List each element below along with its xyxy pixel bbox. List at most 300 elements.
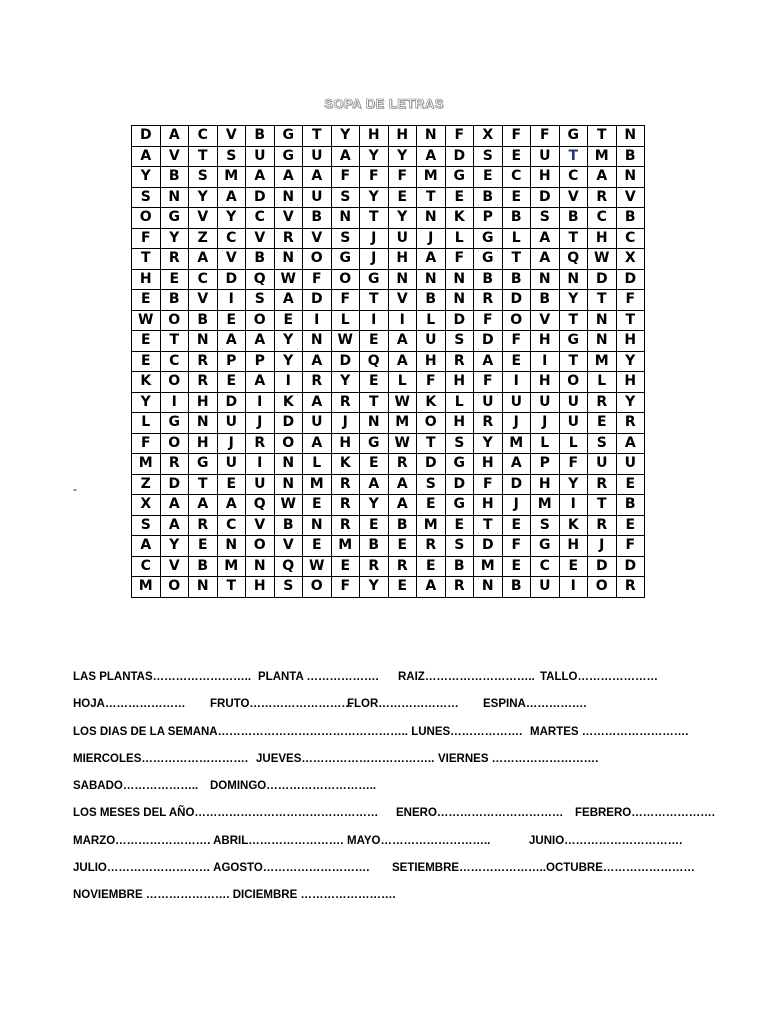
grid-cell: U xyxy=(246,474,275,495)
grid-cell: E xyxy=(417,556,446,577)
grid-cell: A xyxy=(132,536,161,557)
grid-row xyxy=(132,249,645,270)
grid-cell: B xyxy=(474,269,503,290)
grid-cell: M xyxy=(474,556,503,577)
grid-cell: E xyxy=(502,556,531,577)
grid-cell: M xyxy=(588,146,617,167)
grid-cell: L xyxy=(331,310,360,331)
grid-cell: G xyxy=(559,126,588,147)
grid-cell: U xyxy=(616,454,645,475)
grid-cell: N xyxy=(616,126,645,147)
grid-cell: D xyxy=(160,474,189,495)
grid-cell: D xyxy=(445,310,474,331)
grid-cell: K xyxy=(445,208,474,229)
grid-cell: V xyxy=(189,290,218,311)
grid-cell: S xyxy=(331,228,360,249)
grid-cell: G xyxy=(474,228,503,249)
grid-cell: A xyxy=(388,331,417,352)
grid-cell: I xyxy=(274,372,303,393)
grid-cell: N xyxy=(445,269,474,290)
grid-cell: D xyxy=(588,556,617,577)
grid-cell: Y xyxy=(360,187,389,208)
grid-cell: F xyxy=(132,228,161,249)
grid-cell: F xyxy=(445,126,474,147)
grid-cell: I xyxy=(246,392,275,413)
grid-cell: P xyxy=(474,208,503,229)
grid-cell: B xyxy=(274,515,303,536)
grid-cell: M xyxy=(502,433,531,454)
grid-cell: R xyxy=(189,351,218,372)
grid-cell: V xyxy=(616,187,645,208)
grid-cell: Y xyxy=(474,433,503,454)
grid-cell: R xyxy=(474,290,503,311)
grid-cell: A xyxy=(189,249,218,270)
grid-row xyxy=(132,556,645,577)
grid-cell: C xyxy=(189,126,218,147)
grid-cell: V xyxy=(160,556,189,577)
grid-cell: W xyxy=(588,249,617,270)
grid-cell: T xyxy=(189,146,218,167)
grid-cell: D xyxy=(616,269,645,290)
grid-cell: E xyxy=(588,413,617,434)
vocab-item: JUNIO…………………………. xyxy=(529,834,683,847)
grid-cell: M xyxy=(217,556,246,577)
grid-cell: F xyxy=(331,290,360,311)
grid-cell: A xyxy=(417,249,446,270)
grid-cell: I xyxy=(559,495,588,516)
grid-cell: A xyxy=(303,351,332,372)
grid-cell: W xyxy=(388,433,417,454)
vocab-item: TALLO………………… xyxy=(540,671,658,683)
grid-cell: B xyxy=(502,208,531,229)
grid-row xyxy=(132,126,645,147)
grid-cell: I xyxy=(303,310,332,331)
grid-cell: J xyxy=(331,413,360,434)
grid-cell: R xyxy=(588,515,617,536)
grid-cell: D xyxy=(217,392,246,413)
grid-cell: B xyxy=(502,269,531,290)
grid-cell: F xyxy=(474,474,503,495)
grid-cell: T xyxy=(189,474,218,495)
grid-cell: E xyxy=(360,372,389,393)
grid-cell: L xyxy=(588,372,617,393)
grid-cell: N xyxy=(189,577,218,598)
grid-cell: N xyxy=(331,208,360,229)
grid-cell: Q xyxy=(274,556,303,577)
grid-cell: S xyxy=(588,433,617,454)
vocab-line-meses xyxy=(73,807,753,834)
grid-cell: Y xyxy=(388,208,417,229)
grid-cell: A xyxy=(388,495,417,516)
grid-cell: Y xyxy=(559,474,588,495)
grid-cell: E xyxy=(616,515,645,536)
grid-cell: U xyxy=(303,413,332,434)
grid-cell: W xyxy=(274,495,303,516)
grid-cell: B xyxy=(616,146,645,167)
grid-cell: T xyxy=(217,577,246,598)
grid-cell: N xyxy=(274,187,303,208)
vocab-item: DOMINGO……………………….. xyxy=(210,780,377,793)
grid-cell: R xyxy=(160,249,189,270)
grid-cell: D xyxy=(445,474,474,495)
grid-cell: M xyxy=(132,577,161,598)
grid-cell: G xyxy=(360,269,389,290)
grid-cell: E xyxy=(417,495,446,516)
grid-cell: B xyxy=(388,515,417,536)
grid-cell: D xyxy=(331,351,360,372)
grid-cell: Q xyxy=(559,249,588,270)
grid-cell: U xyxy=(531,146,560,167)
grid-cell: H xyxy=(246,577,275,598)
grid-row xyxy=(132,208,645,229)
grid-cell: N xyxy=(474,577,503,598)
vocabulary-list xyxy=(73,671,753,917)
grid-cell: N xyxy=(588,310,617,331)
grid-cell: F xyxy=(474,310,503,331)
grid-cell: B xyxy=(160,290,189,311)
grid-cell: G xyxy=(474,249,503,270)
grid-cell: W xyxy=(331,331,360,352)
grid-cell: E xyxy=(360,454,389,475)
grid-cell: N xyxy=(303,515,332,536)
vocab-line-partes xyxy=(73,698,753,725)
grid-cell: O xyxy=(160,310,189,331)
grid-cell: J xyxy=(502,413,531,434)
grid-cell: T xyxy=(160,331,189,352)
grid-cell: H xyxy=(588,228,617,249)
grid-cell: E xyxy=(502,146,531,167)
grid-cell: K xyxy=(559,515,588,536)
grid-cell: S xyxy=(331,187,360,208)
grid-cell: N xyxy=(274,474,303,495)
grid-cell: J xyxy=(360,249,389,270)
grid-cell: M xyxy=(531,495,560,516)
grid-cell: C xyxy=(160,351,189,372)
grid-cell: N xyxy=(531,269,560,290)
grid-cell: V xyxy=(160,146,189,167)
grid-cell: Y xyxy=(331,372,360,393)
grid-cell: T xyxy=(360,290,389,311)
grid-cell: J xyxy=(531,413,560,434)
grid-cell: O xyxy=(502,310,531,331)
grid-cell: G xyxy=(445,454,474,475)
grid-cell: R xyxy=(331,515,360,536)
grid-cell: A xyxy=(160,515,189,536)
grid-cell: S xyxy=(445,331,474,352)
grid-cell: S xyxy=(217,146,246,167)
grid-cell: O xyxy=(160,372,189,393)
grid-cell: T xyxy=(616,310,645,331)
grid-cell: T xyxy=(474,515,503,536)
vocab-item: SABADO……………….. xyxy=(73,780,199,793)
grid-cell: H xyxy=(388,249,417,270)
grid-cell: H xyxy=(531,372,560,393)
grid-cell: O xyxy=(132,208,161,229)
grid-cell: G xyxy=(559,331,588,352)
vocab-line-plantas xyxy=(73,671,753,698)
grid-cell: D xyxy=(246,187,275,208)
grid-cell: J xyxy=(588,536,617,557)
grid-cell: L xyxy=(445,392,474,413)
grid-cell: U xyxy=(531,392,560,413)
grid-cell: T xyxy=(588,495,617,516)
grid-cell: N xyxy=(274,454,303,475)
vocab-item: MARTES ………………………. xyxy=(530,725,689,738)
grid-row xyxy=(132,372,645,393)
grid-cell: D xyxy=(531,187,560,208)
grid-cell: G xyxy=(274,146,303,167)
grid-row xyxy=(132,351,645,372)
grid-cell: N xyxy=(217,536,246,557)
vocab-line-dias-2 xyxy=(73,753,753,780)
grid-cell: F xyxy=(616,536,645,557)
grid-cell: B xyxy=(559,208,588,229)
grid-cell: A xyxy=(217,187,246,208)
grid-cell: F xyxy=(531,126,560,147)
grid-cell: U xyxy=(531,577,560,598)
grid-cell: L xyxy=(531,433,560,454)
grid-cell: R xyxy=(388,454,417,475)
grid-cell: N xyxy=(388,269,417,290)
grid-cell: B xyxy=(246,249,275,270)
grid-cell: H xyxy=(445,372,474,393)
grid-cell: Z xyxy=(189,228,218,249)
grid-cell: J xyxy=(246,413,275,434)
grid-cell: M xyxy=(417,167,446,188)
grid-cell: X xyxy=(474,126,503,147)
grid-cell: F xyxy=(445,249,474,270)
grid-cell: W xyxy=(388,392,417,413)
grid-cell: H xyxy=(189,392,218,413)
grid-cell: Y xyxy=(160,536,189,557)
grid-cell: E xyxy=(360,515,389,536)
grid-cell: I xyxy=(559,577,588,598)
vocab-line-meses-3 xyxy=(73,862,753,889)
grid-cell: T xyxy=(588,290,617,311)
grid-cell: H xyxy=(531,474,560,495)
grid-cell: Z xyxy=(132,474,161,495)
grid-cell: V xyxy=(388,290,417,311)
grid-cell: O xyxy=(274,433,303,454)
grid-cell: J xyxy=(502,495,531,516)
grid-cell: U xyxy=(502,392,531,413)
vocab-line-dias-3 xyxy=(73,780,753,807)
grid-cell: U xyxy=(303,187,332,208)
grid-cell: A xyxy=(616,433,645,454)
page-title: SOPA DE LETRAS xyxy=(324,96,444,111)
grid-cell: H xyxy=(531,331,560,352)
grid-cell: A xyxy=(274,167,303,188)
grid-cell: H xyxy=(474,495,503,516)
grid-cell: Y xyxy=(132,392,161,413)
grid-cell: B xyxy=(303,208,332,229)
grid-cell: A xyxy=(388,351,417,372)
grid-cell: C xyxy=(132,556,161,577)
grid-cell: C xyxy=(502,167,531,188)
grid-cell: W xyxy=(274,269,303,290)
grid-cell: V xyxy=(246,515,275,536)
grid-cell: Q xyxy=(360,351,389,372)
vocab-item: NOVIEMBRE …………………. DICIEMBRE ……………………. xyxy=(73,889,396,902)
grid-cell: M xyxy=(417,515,446,536)
grid-cell: L xyxy=(445,228,474,249)
grid-cell: A xyxy=(388,474,417,495)
grid-cell: I xyxy=(388,310,417,331)
grid-cell: E xyxy=(303,495,332,516)
grid-cell: R xyxy=(388,556,417,577)
grid-cell: D xyxy=(417,454,446,475)
grid-cell: D xyxy=(217,269,246,290)
grid-cell: S xyxy=(531,208,560,229)
grid-cell: G xyxy=(160,208,189,229)
grid-cell: V xyxy=(531,310,560,331)
grid-cell: I xyxy=(531,351,560,372)
grid-cell: S xyxy=(132,187,161,208)
grid-cell: S xyxy=(246,290,275,311)
grid-cell: N xyxy=(417,208,446,229)
grid-cell: H xyxy=(616,372,645,393)
vocab-item: FRUTO……………………… xyxy=(210,698,353,711)
grid-cell: V xyxy=(217,249,246,270)
vocab-item: VIERNES ………………………. xyxy=(438,752,599,765)
side-mark: - xyxy=(73,482,77,496)
grid-row xyxy=(132,413,645,434)
grid-cell: H xyxy=(445,413,474,434)
grid-cell: D xyxy=(502,290,531,311)
grid-cell: F xyxy=(417,372,446,393)
grid-cell: A xyxy=(132,146,161,167)
grid-cell: R xyxy=(588,187,617,208)
grid-cell: U xyxy=(303,146,332,167)
grid-cell: S xyxy=(531,515,560,536)
grid-cell: G xyxy=(531,536,560,557)
vocab-line-meses-4 xyxy=(73,889,753,916)
vocab-item: MARZO……………………. ABRIL……………………. xyxy=(73,834,344,847)
grid-cell: T xyxy=(303,126,332,147)
grid-cell: B xyxy=(616,208,645,229)
grid-cell: P xyxy=(531,454,560,475)
vocab-item: RAIZ……………………….. xyxy=(398,671,535,683)
grid-cell: R xyxy=(331,474,360,495)
grid-cell: K xyxy=(132,372,161,393)
grid-cell: A xyxy=(531,228,560,249)
grid-cell: E xyxy=(303,536,332,557)
grid-cell: R xyxy=(588,474,617,495)
grid-cell: A xyxy=(246,167,275,188)
grid-cell: K xyxy=(274,392,303,413)
grid-cell: S xyxy=(132,515,161,536)
grid-cell: R xyxy=(445,577,474,598)
grid-cell: F xyxy=(559,454,588,475)
grid-row xyxy=(132,310,645,331)
grid-cell: B xyxy=(445,556,474,577)
grid-cell: Y xyxy=(331,126,360,147)
grid-cell: J xyxy=(417,228,446,249)
grid-cell: O xyxy=(246,310,275,331)
grid-cell: R xyxy=(274,228,303,249)
grid-cell: A xyxy=(303,392,332,413)
grid-cell: V xyxy=(274,208,303,229)
grid-cell: R xyxy=(189,372,218,393)
grid-row xyxy=(132,536,645,557)
grid-cell: A xyxy=(331,146,360,167)
grid-cell: O xyxy=(303,577,332,598)
grid-cell: S xyxy=(474,146,503,167)
grid-cell: E xyxy=(388,577,417,598)
grid-cell: R xyxy=(588,392,617,413)
grid-cell: X xyxy=(616,249,645,270)
grid-cell: M xyxy=(388,413,417,434)
grid-cell: U xyxy=(217,454,246,475)
grid-cell: G xyxy=(160,413,189,434)
grid-cell: H xyxy=(132,269,161,290)
grid-cell: N xyxy=(559,269,588,290)
grid-cell: B xyxy=(616,495,645,516)
grid-cell: B xyxy=(502,577,531,598)
grid-cell: U xyxy=(559,413,588,434)
vocab-item: ESPINA……………. xyxy=(483,698,587,711)
grid-row xyxy=(132,228,645,249)
vocab-item: JUEVES…………………………….. xyxy=(256,752,435,765)
grid-cell: N xyxy=(189,331,218,352)
grid-cell: Y xyxy=(360,495,389,516)
grid-row xyxy=(132,454,645,475)
vocab-item: PLANTA ………………. xyxy=(258,671,379,683)
grid-cell: Y xyxy=(360,577,389,598)
grid-cell: H xyxy=(331,433,360,454)
grid-cell: T xyxy=(559,146,588,167)
grid-cell: H xyxy=(559,536,588,557)
grid-cell: A xyxy=(274,290,303,311)
grid-cell: Y xyxy=(388,146,417,167)
vocab-item: HOJA………………… xyxy=(73,698,186,711)
grid-cell: Y xyxy=(189,187,218,208)
grid-cell: E xyxy=(360,331,389,352)
grid-cell: I xyxy=(360,310,389,331)
grid-cell: O xyxy=(588,577,617,598)
grid-cell: V xyxy=(274,536,303,557)
grid-cell: B xyxy=(360,536,389,557)
grid-cell: U xyxy=(474,392,503,413)
grid-cell: F xyxy=(502,126,531,147)
grid-cell: D xyxy=(132,126,161,147)
grid-row xyxy=(132,269,645,290)
grid-cell: F xyxy=(388,167,417,188)
vocab-item: SETIEMBRE………………….. xyxy=(392,862,546,875)
grid-cell: E xyxy=(331,556,360,577)
grid-cell: H xyxy=(189,433,218,454)
grid-cell: J xyxy=(217,433,246,454)
grid-cell: D xyxy=(274,413,303,434)
grid-cell: F xyxy=(502,536,531,557)
grid-row xyxy=(132,331,645,352)
grid-cell: C xyxy=(559,167,588,188)
grid-cell: N xyxy=(445,290,474,311)
grid-cell: V xyxy=(246,228,275,249)
grid-cell: T xyxy=(559,351,588,372)
grid-cell: S xyxy=(189,167,218,188)
grid-cell: T xyxy=(417,433,446,454)
grid-row xyxy=(132,392,645,413)
vocab-line-dias xyxy=(73,726,753,753)
grid-cell: B xyxy=(474,187,503,208)
grid-cell: O xyxy=(331,269,360,290)
grid-cell: S xyxy=(417,474,446,495)
grid-cell: T xyxy=(588,126,617,147)
grid-cell: A xyxy=(160,495,189,516)
vocab-line-meses-2 xyxy=(73,835,753,862)
grid-cell: F xyxy=(360,167,389,188)
